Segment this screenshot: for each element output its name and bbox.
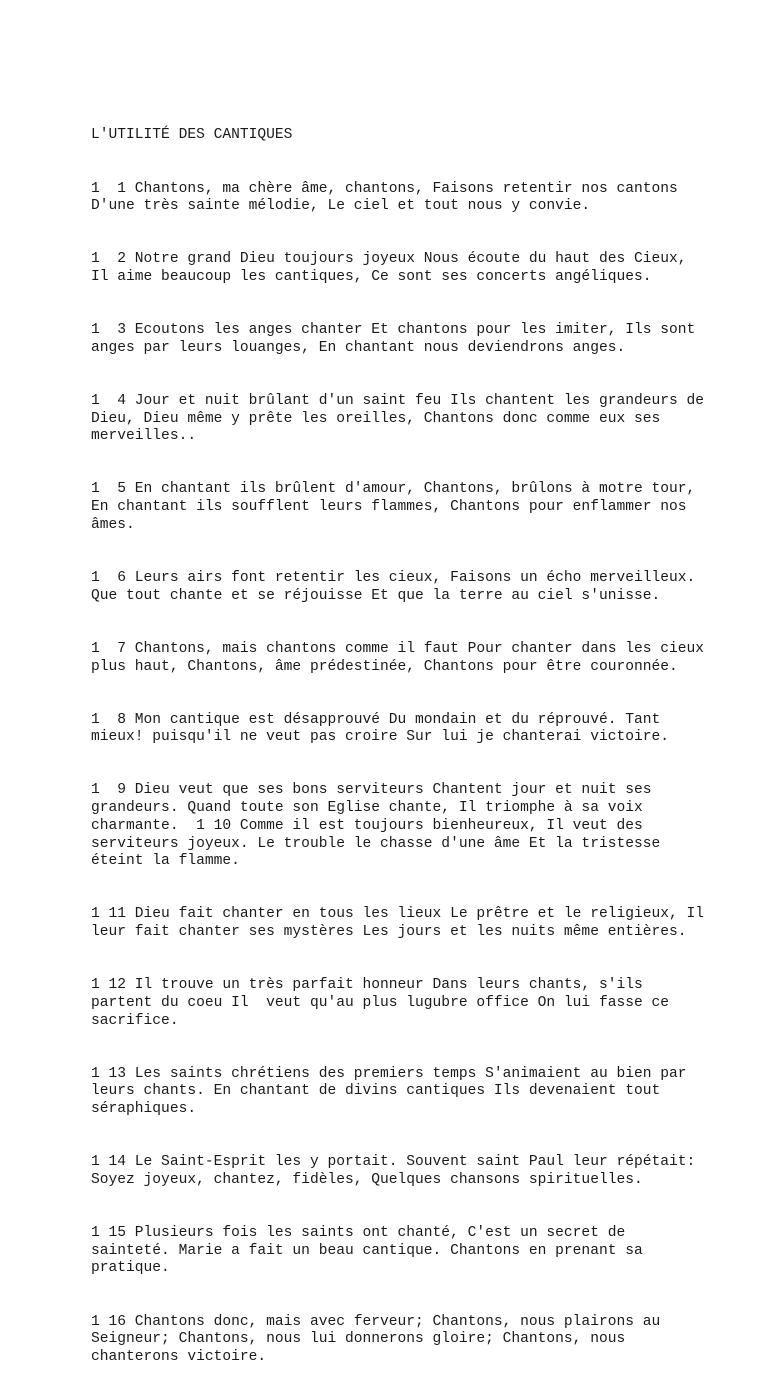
- paragraph-4: 1 4 Jour et nuit brûlant d'un saint feu Ils chantent les grandeurs de Dieu, Dieu même y prête les oreilles, Chantons donc comme eux ses merveilles..: [91, 392, 713, 445]
- paragraph-13: 1 13 Les saints chrétiens des premiers temps S'animaient au bien par leurs chants. En chantant de divins cantiques Ils devenaient tout séraphiques.: [91, 1065, 696, 1118]
- paragraph-6: 1 6 Leurs airs font retentir les cieux, Faisons un écho merveilleux. Que tout chante et se réjouisse Et que la terre au ciel s'unisse.: [91, 569, 705, 604]
- paragraph-11: 1 11 Dieu fait chanter en tous les lieux Le prêtre et le religieux, Il leur fait chanter ses mystères Les jours et les nuits même entières.: [91, 906, 713, 941]
- paragraph-9-10: 1 9 Dieu veut que ses bons serviteurs Chantent jour et nuit ses grandeurs. Quand toute son Eglise chante, Il triomphe à sa voix charmante. 1 10 Comme il est toujours bienheureux, Il veut des serviteurs joyeux. Le trouble le chasse d'une âme Et la tristesse éteint la flamme.: [91, 782, 670, 870]
- paragraph-2: 1 2 Notre grand Dieu toujours joyeux Nous écoute du haut des Cieux, Il aime beaucoup les cantiques, Ce sont ses concerts angéliques.: [91, 251, 696, 286]
- paragraph-7: 1 7 Chantons, mais chantons comme il faut Pour chanter dans les cieux plus haut, Chantons, âme prédestinée, Chantons pour être couronnée.: [91, 640, 713, 675]
- paragraph-16: 1 16 Chantons donc, mais avec ferveur; Chantons, nous plairons au Seigneur; Chantons, nous lui donnerons gloire; Chantons, nous chanterons victoire.: [91, 1313, 670, 1365]
- paragraph-14: 1 14 Le Saint-Esprit les y portait. Souvent saint Paul leur répétait: Soyez joyeux, chantez, fidèles, Quelques chansons spirituelles.: [91, 1154, 705, 1188]
- paragraph-3: 1 3 Ecoutons les anges chanter Et chantons pour les imiter, Ils sont anges par leurs louanges, En chantant nous deviendrons anges.: [91, 322, 705, 356]
- document-page: [91, 92, 711, 1384]
- paragraph-15: 1 15 Plusieurs fois les saints ont chanté, C'est un secret de sainteté. Marie a fait un beau cantique. Chantons en prenant sa pratique.: [91, 1225, 652, 1277]
- paragraph-8: 1 8 Mon cantique est désapprouvé Du mondain et du réprouvé. Tant mieux! puisqu'il ne veut pas croire Sur lui je chanterai victoire.: [91, 711, 670, 746]
- paragraph-12: 1 12 Il trouve un très parfait honneur Dans leurs chants, s'ils partent du coeu Il veut qu'au plus lugubre office On lui fasse ce sacrifice.: [91, 977, 678, 1029]
- document-title: L'UTILITÉ DES CANTIQUES: [91, 127, 293, 144]
- paragraph-1: 1 1 Chantons, ma chère âme, chantons, Faisons retentir nos cantons D'une très sainte mélodie, Le ciel et tout nous y convie.: [91, 180, 687, 215]
- paragraph-5: 1 5 En chantant ils brûlent d'amour, Chantons, brûlons à motre tour, En chantant ils soufflent leurs flammes, Chantons pour enflammer nos âmes.: [91, 481, 705, 533]
